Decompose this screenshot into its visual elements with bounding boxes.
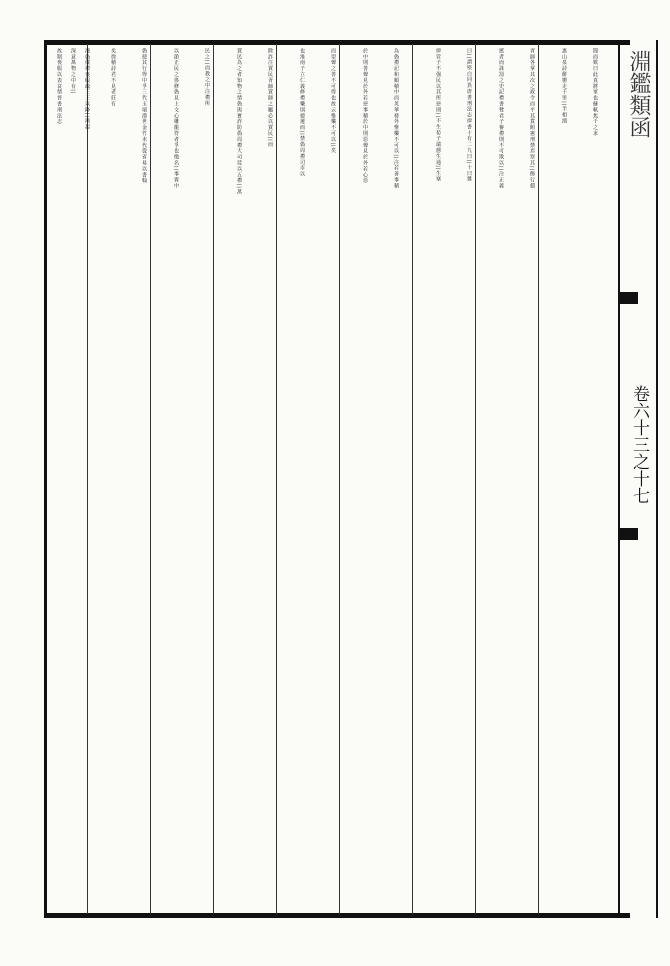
text-column-8: 於中則善聲見於外若惡事積於中則惡聲見於外若心惡 [362, 48, 368, 184]
text-column-12: 賈民為之者知物之情偽與實詐防偽周禮大司徒以五禮||萬 [236, 48, 242, 195]
margin-corner-text: 淵鑑類函 [626, 50, 651, 138]
text-column-4: 慝者而誅罰之史記禮書贊君子審禮則不可欺以||注正義 [498, 48, 504, 189]
text-column-6: 律管子不强民以其所惡則||不生荀子端慤生通||生塞 [435, 48, 441, 183]
margin-line-right [656, 40, 658, 918]
frame-bottom-border [44, 913, 630, 918]
text-column-9: 而望聲之善不可得也故云惟樂不可以||矣 [330, 48, 336, 154]
text-column-17: 澆偽儀禮喪服疏三王以降||漸起 [84, 48, 90, 130]
text-column-11: 除詐注賈民胥師賈師之屬必以賈民||而 [267, 48, 273, 148]
text-column-1: 聞而歎曰此真將軍也蘇軾焦千之求 [592, 48, 598, 137]
text-column-15: 偽使其行得中孚三代玉瑞漢世金竹末代從省易以書翰 [141, 48, 147, 184]
text-column-19: 故制喪服以表哀情晉書刑法志 [56, 48, 62, 125]
text-column-13: 民之||而教之中注禮所 [204, 48, 210, 107]
text-column-10: 也淮南子立仁義修禮樂則德遷而||禁偽周禮司市以 [299, 48, 305, 178]
fish-tail-mark-upper [618, 292, 638, 304]
text-column-16: 矣徐積詩君不見老莊有 [110, 48, 116, 107]
margin-line-left [618, 40, 620, 918]
text-column-5: 曰||謂堅白同異唐書刑法志律書十有二九曰||十曰雜 [466, 48, 472, 183]
fish-tail-mark-lower [618, 528, 638, 540]
text-column-14: 以節正民之侈修偽見上文心雕龍符者孚也徵名||事資中 [173, 48, 179, 189]
text-column-3: 胥師各掌其次之政令而平其貨賄憲刑禁焉察其||飾行儥 [529, 48, 535, 189]
volume-label: 卷六十三之十七 [629, 385, 649, 504]
text-column-7: 為偽禮記和順積中而英華發外惟樂不可以||注若善事積 [393, 48, 399, 189]
text-column-2: 惠山泉詩餅罌走千里||半相瀆 [561, 48, 567, 124]
frame-top-border [44, 40, 630, 45]
text-column-18: 深意萬物之中有|| [70, 48, 76, 95]
